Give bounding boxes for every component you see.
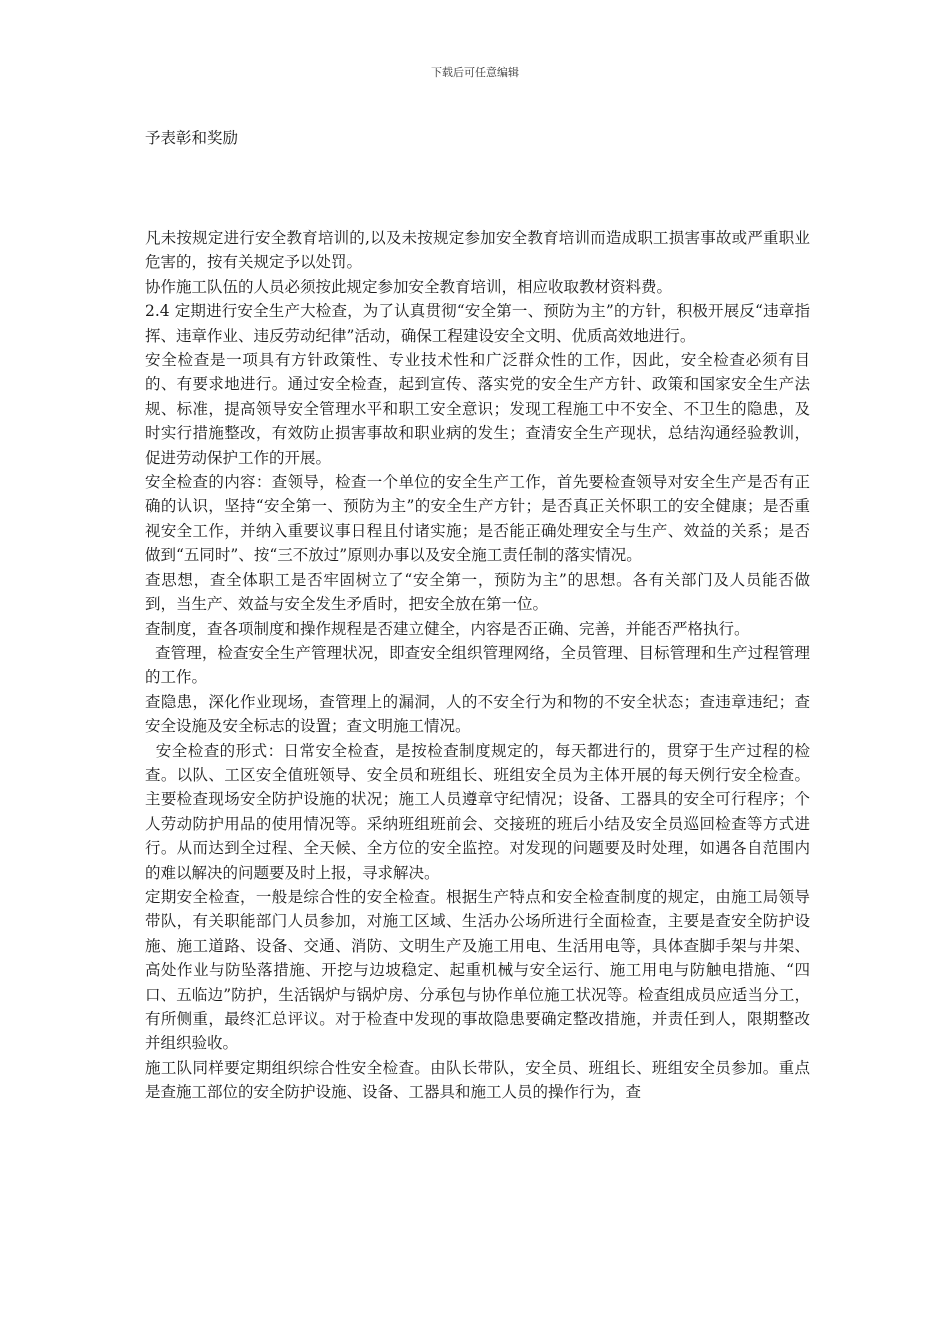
paragraph-3: 2.4 定期进行安全生产大检查，为了认真贯彻“安全第一、预防为主”的方针，积极开展反“违章指挥、违章作业、违反劳动纪律”活动，确保工程建设安全文明、优质高效地进行。 [145,302,810,345]
page-header-note: 下载后可任意编辑 [431,66,519,79]
paragraph-7: 查制度，查各项制度和操作规程是否建立健全，内容是否正确、完善，并能否严格执行。 [145,619,750,638]
paragraph-5: 安全检查的内容：查领导，检查一个单位的安全生产工作，首先要检查领导对安全生产是否有正确的认识，坚持“安全第一、预防为主”的安全生产方针；是否真正关怀职工的安全健康；是否重视安全工作，并纳入重要议事日程且付诸实施；是否能正确处理安全与生产、效益的关系；是否做到“五同时”、按“三不放过”原则办事以及安全施工责任制的落实情况。 [145,473,810,565]
paragraph-11: 定期安全检查，一般是综合性的安全检查。根据生产特点和安全检查制度的规定，由施工局领导带队，有关职能部门人员参加，对施工区域、生活办公场所进行全面检查，主要是查安全防护设施、施工道路、设备、交通、消防、文明生产及施工用电、生活用电等，具体查脚手架与井架、高处作业与防坠落措施、开挖与边坡稳定、起重机械与安全运行、施工用电与防触电措施、“四口、五临边”防护，生活锅炉与锅炉房、分承包与协作单位施工状况等。检查组成员应适当分工，有所侧重，最终汇总评议。对于检查中发现的事故隐患要确定整改措施，并责任到人，限期整改并组织验收。 [145,887,810,1053]
paragraph-4: 安全检查是一项具有方针政策性、专业技术性和广泛群众性的工作，因此，安全检查必须有目的、有要求地进行。通过安全检查，起到宣传、落实党的安全生产方针、政策和国家安全生产法规、标准，提高领导安全管理水平和职工安全意识；发现工程施工中不安全、不卫生的隐患，及时实行措施整改，有效防止损害事故和职业病的发生；查清安全生产现状，总结沟通经验教训，促进劳动保护工作的开展。 [145,351,810,467]
paragraph-9: 查隐患，深化作业现场，查管理上的漏洞，人的不安全行为和物的不安全状态；查违章违纪；查安全设施及安全标志的设置；查文明施工情况。 [145,692,810,736]
paragraph-6: 查思想，查全体职工是否牢固树立了“安全第一，预防为主”的思想。各有关部门及人员能否做到，当生产、效益与安全发生矛盾时，把安全放在第一位。 [145,570,810,614]
paragraph-2: 协作施工队伍的人员必须按此规定参加安全教育培训，相应收取教材资料费。 [145,277,673,296]
paragraph-12: 施工队同样要定期组织综合性安全检查。由队长带队，安全员、班组长、班组安全员参加。重点是查施工部位的安全防护设施、设备、工器具和施工人员的操作行为，查 [145,1058,810,1102]
continued-fragment: 予表彰和奖励 [145,129,239,147]
paragraph-1: 凡未按规定进行安全教育培训的,以及未按规定参加安全教育培训而造成职工损害事故或严重职业危害的，按有关规定予以处罚。 [145,229,810,272]
paragraph-8: 查管理，检查安全生产管理状况，即查安全组织管理网络，全员管理、目标管理和生产过程管理的工作。 [145,643,810,687]
document-body [145,226,810,1105]
paragraph-10: 安全检查的形式：日常安全检查，是按检查制度规定的，每天都进行的，贯穿于生产过程的检查。以队、工区安全值班领导、安全员和班组长、班组安全员为主体开展的每天例行安全检查。主要检查现场安全防护设施的状况；施工人员遵章守纪情况；设备、工器具的安全可行程序；个人劳动防护用品的使用情况等。采纳班组班前会、交接班的班后小结及安全员巡回检查等方式进行。从而达到全过程、全天候、全方位的安全监控。对发现的问题要及时处理，如遇各自范围内的难以解决的问题要及时上报，寻求解决。 [145,741,810,882]
